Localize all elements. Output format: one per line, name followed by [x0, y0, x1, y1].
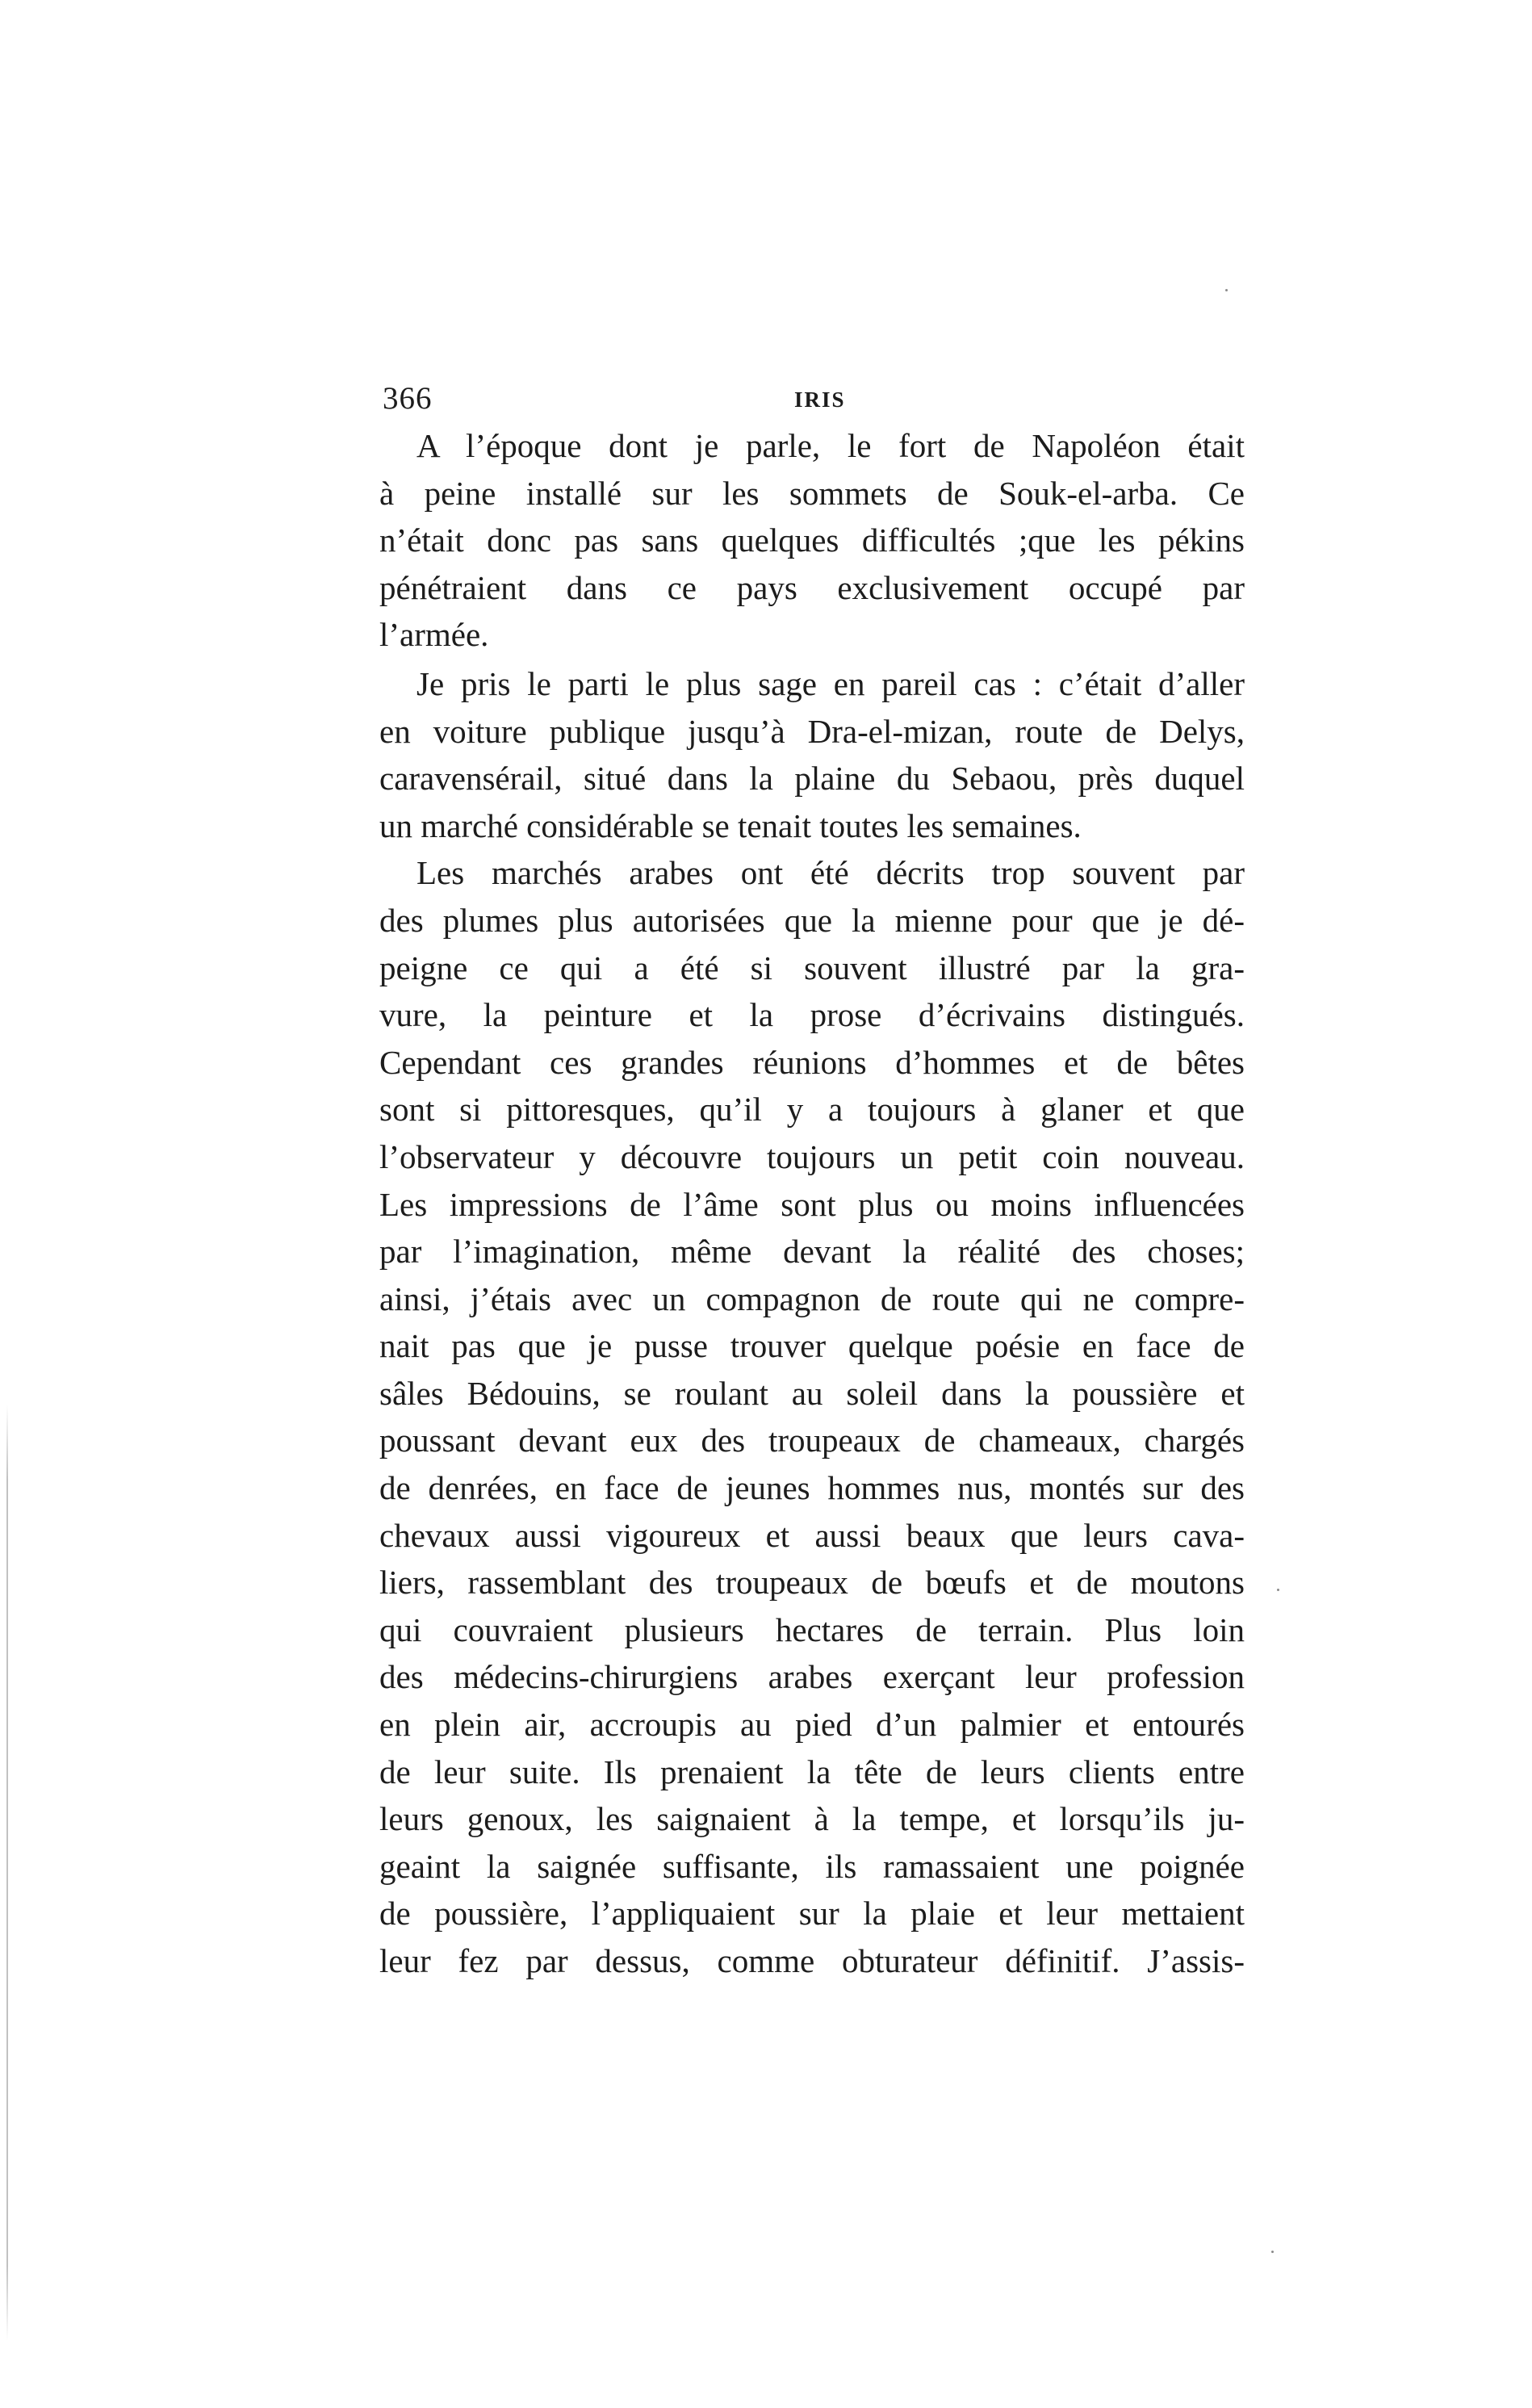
text-line: sont si pittoresques, qu’il y a toujours à glaner et que: [379, 1091, 1245, 1129]
text-line: Les impressions de l’âme sont plus ou moins influencées: [379, 1185, 1245, 1223]
text-line: n’était donc pas sans quelques difficultés ;que les pékins: [379, 521, 1245, 559]
text-line: vure, la peinture et la prose d’écrivains distingués.: [379, 996, 1245, 1034]
text-line: nait pas que je pusse trouver quelque poésie en face de: [379, 1327, 1245, 1365]
text-line: ainsi, j’étais avec un compagnon de route qui ne compre-: [379, 1279, 1245, 1317]
text-line: de poussière, l’appliquaient sur la plaie et leur mettaient: [379, 1895, 1245, 1933]
text-line: qui couvraient plusieurs hectares de terrain. Plus loin: [379, 1610, 1245, 1648]
text-line: peigne ce qui a été si souvent illustré par la gra-: [379, 949, 1245, 986]
text-line: de leur suite. Ils prenaient la tête de leurs clients entre: [379, 1753, 1245, 1790]
text-line: sâles Bédouins, se roulant au soleil dans la poussière et: [379, 1374, 1245, 1412]
text-line: liers, rassemblant des troupeaux de bœufs et de moutons: [379, 1564, 1245, 1602]
running-title: IRIS: [794, 387, 846, 412]
text-line: chevaux aussi vigoureux et aussi beaux que leurs cava-: [379, 1516, 1245, 1554]
text-line: un marché considérable se tenait toutes les semaines.: [379, 806, 1082, 844]
text-line: Les marchés arabes ont été décrits trop souvent par: [416, 854, 1245, 892]
text-line: des plumes plus autorisées que la mienne pour que je dé-: [379, 901, 1245, 939]
text-line: en plein air, accroupis au pied d’un palmier et entourés: [379, 1706, 1245, 1744]
text-line: à peine installé sur les sommets de Souk-el-arba. Ce: [379, 474, 1245, 512]
text-line: par l’imagination, même devant la réalité des choses;: [379, 1233, 1245, 1271]
scan-speck: [1225, 289, 1228, 291]
text-line: Je pris le parti le plus sage en pareil cas : c’était d’aller: [416, 664, 1245, 702]
page-number: 366: [383, 381, 433, 416]
text-line: A l’époque dont je parle, le fort de Napoléon était: [416, 427, 1245, 464]
text-line: l’observateur y découvre toujours un petit coin nouveau.: [379, 1137, 1245, 1175]
text-line: geaint la saignée suffisante, ils ramassaient une poignée: [379, 1847, 1245, 1885]
text-line: leur fez par dessus, comme obturateur définitif. J’assis-: [379, 1942, 1245, 1979]
text-line: l’armée.: [379, 616, 489, 654]
running-head: [383, 375, 1254, 423]
scan-speck: [1277, 1589, 1279, 1591]
body-text: [379, 422, 1245, 1985]
text-line: des médecins-chirurgiens arabes exerçant leur profession: [379, 1658, 1245, 1696]
scan-speck: [1271, 2251, 1274, 2253]
text-line: poussant devant eux des troupeaux de chameaux, chargés: [379, 1422, 1245, 1459]
text-line: caravensérail, situé dans la plaine du Sebaou, près duquel: [379, 760, 1245, 798]
scan-edge-shadow: [6, 1405, 8, 2341]
text-line: leurs genoux, les saignaient à la tempe, et lorsqu’ils ju-: [379, 1800, 1245, 1838]
text-line: Cependant ces grandes réunions d’hommes et de bêtes: [379, 1043, 1245, 1081]
text-line: en voiture publique jusqu’à Dra-el-mizan, route de Delys,: [379, 712, 1245, 750]
text-line: de denrées, en face de jeunes hommes nus, montés sur des: [379, 1469, 1245, 1507]
text-line: pénétraient dans ce pays exclusivement occupé par: [379, 568, 1245, 606]
